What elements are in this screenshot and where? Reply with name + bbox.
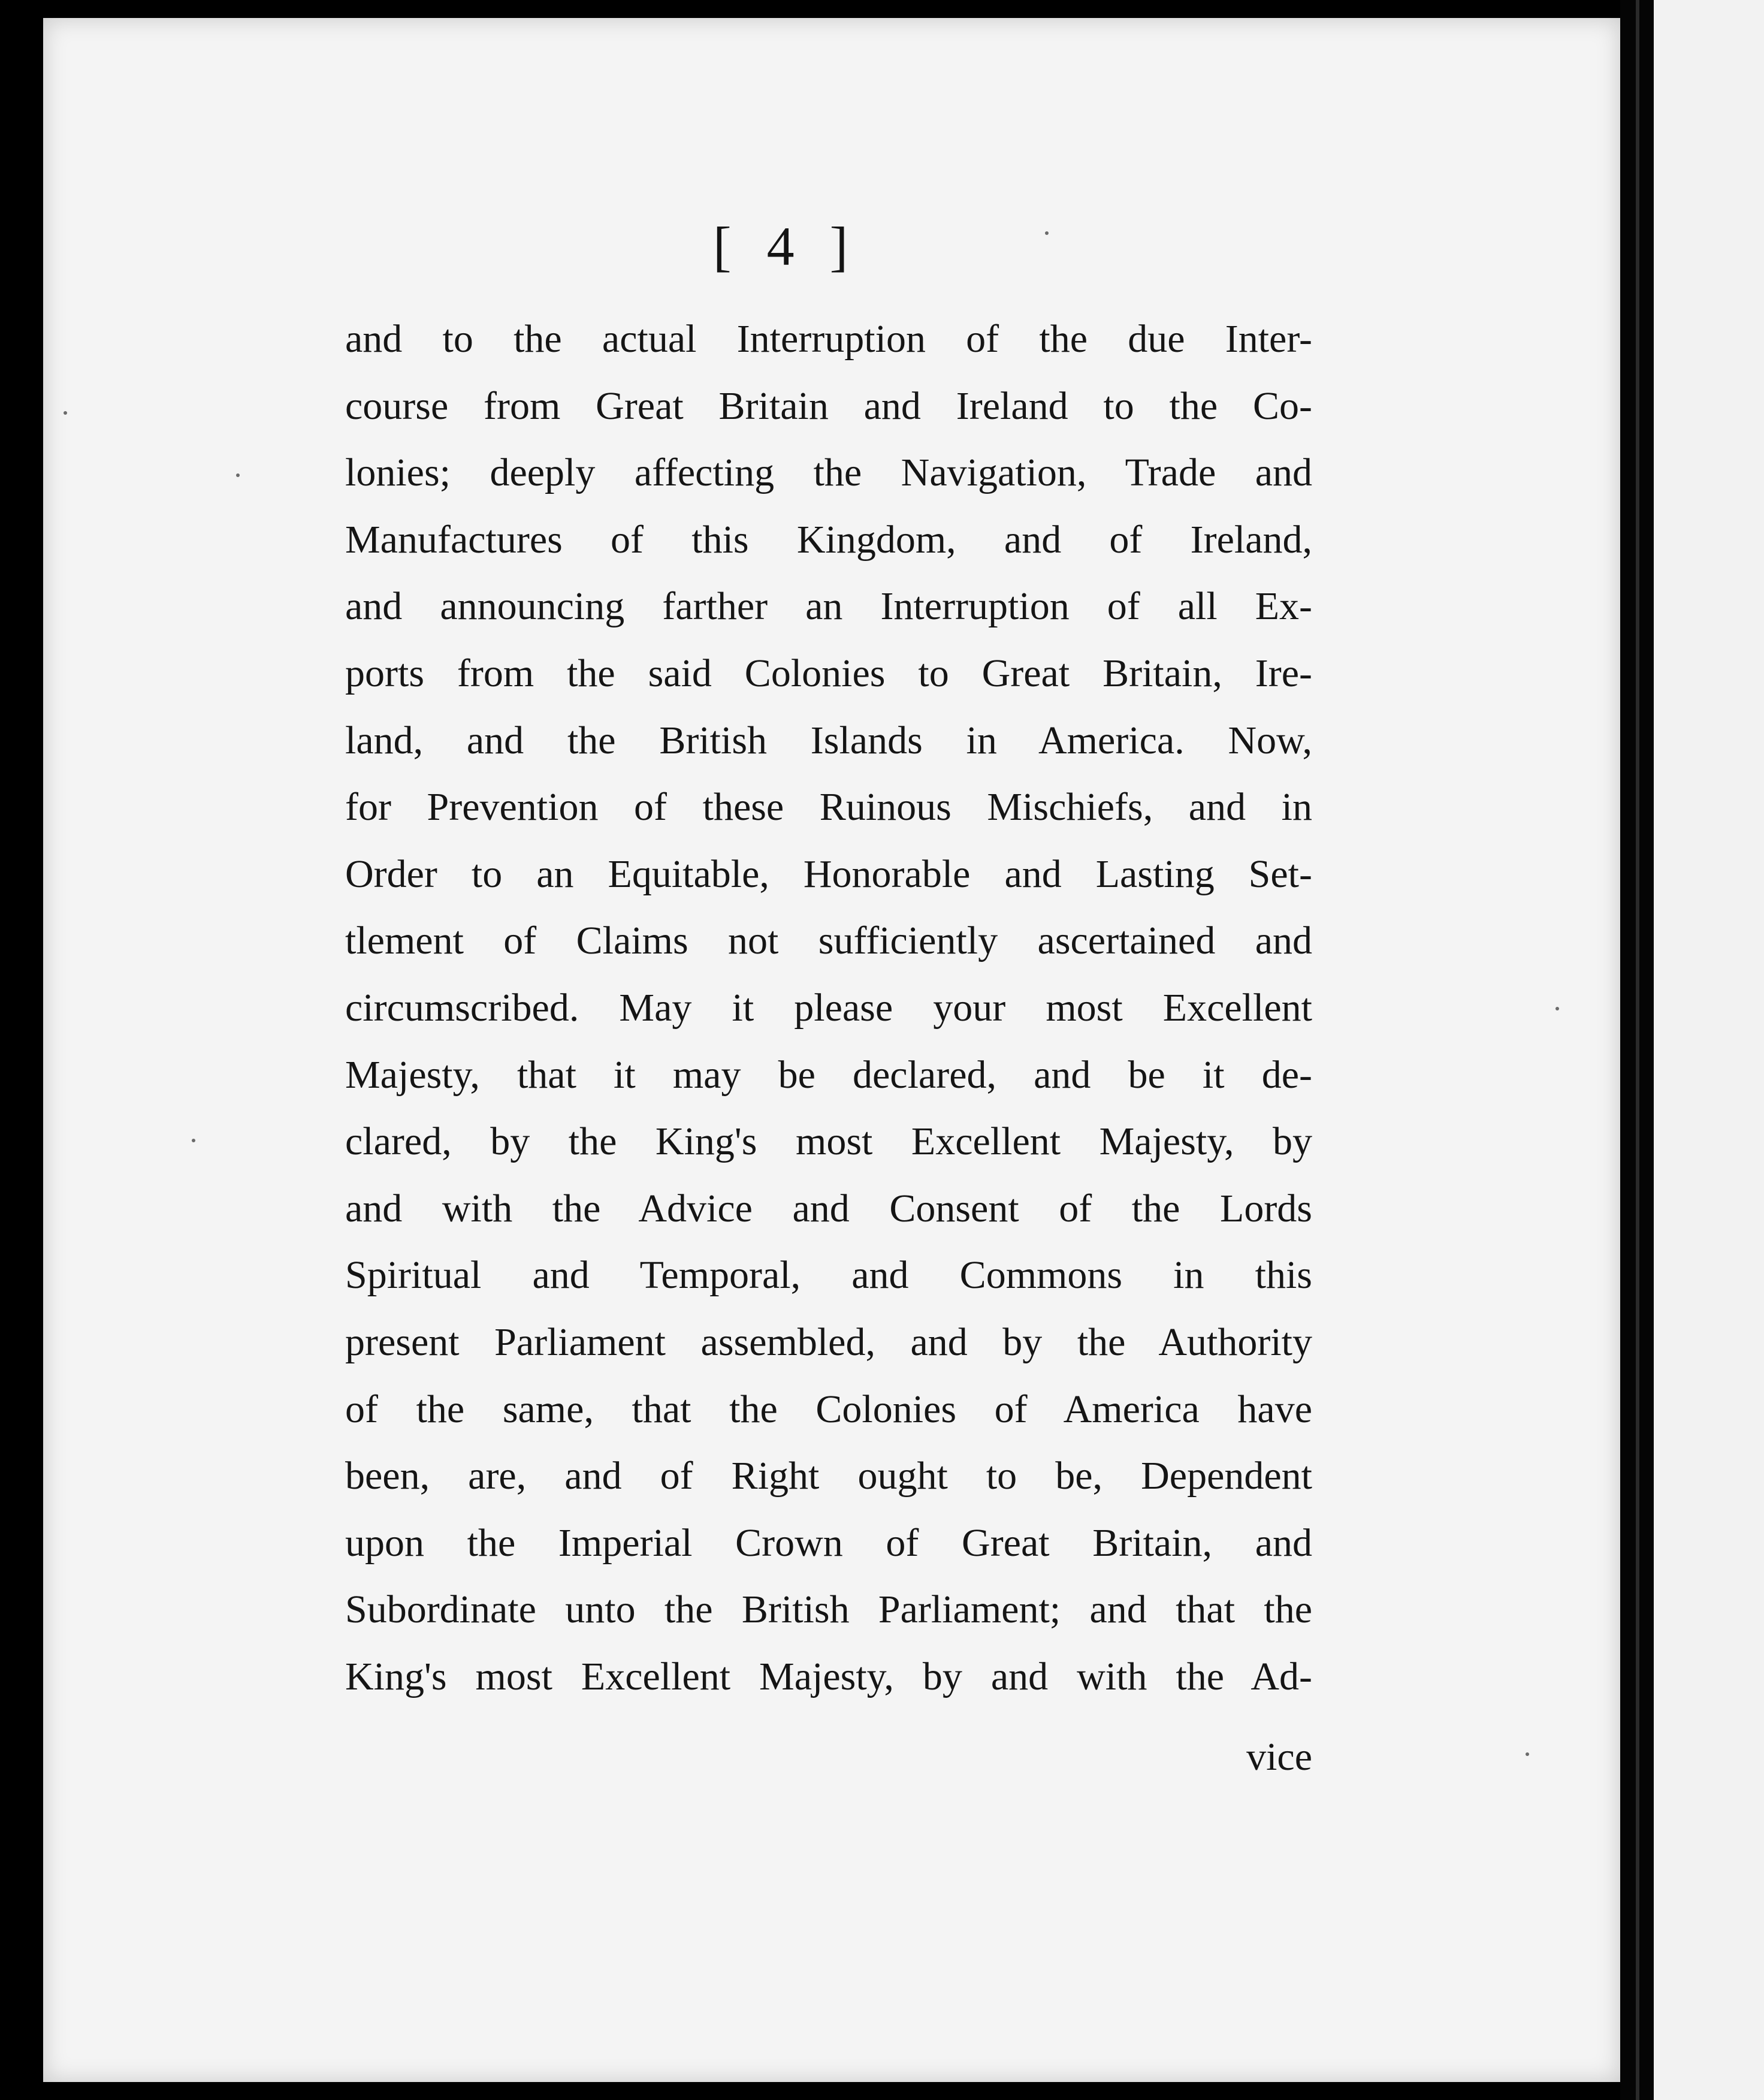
page-edge-line	[1636, 0, 1639, 2100]
text-line: Order to an Equitable, Honorable and Lasting Set-	[345, 852, 1312, 896]
text-line: circumscribed. May it please your most Excellent	[345, 985, 1312, 1030]
text-line: of the same, that the Colonies of America have	[345, 1387, 1312, 1431]
scan-speck	[192, 1139, 195, 1142]
text-line: Majesty, that it may be declared, and be it de-	[345, 1052, 1312, 1097]
text-line: land, and the British Islands in America. Now,	[345, 718, 1312, 762]
text-line: been, are, and of Right ought to be, Dependent	[345, 1454, 1312, 1498]
text-line: and announcing farther an Interruption of all Ex-	[345, 584, 1312, 629]
scan-speck	[1045, 231, 1049, 235]
text-line: lonies; deeply affecting the Navigation, Trade and	[345, 451, 1312, 495]
text-line: clared, by the King's most Excellent Majesty, by	[345, 1120, 1312, 1164]
text-line: present Parliament assembled, and by the Authority	[345, 1320, 1312, 1364]
catchword: vice	[1246, 1735, 1312, 1779]
adjacent-page-edge	[1654, 0, 1764, 2100]
text-line: Manufactures of this Kingdom, and of Ireland,	[345, 517, 1312, 562]
text-line: course from Great Britain and Ireland to the Co-	[345, 384, 1312, 428]
scan-speck	[64, 411, 67, 415]
text-line: and with the Advice and Consent of the Lords	[345, 1186, 1312, 1230]
text-line: Spiritual and Temporal, and Commons in this	[345, 1253, 1312, 1298]
text-line: Subordinate unto the British Parliament; and that the	[345, 1588, 1312, 1632]
text-line: King's most Excellent Majesty, by and with the Ad-	[345, 1654, 1312, 1698]
body-text	[345, 306, 1312, 1710]
text-line: tlement of Claims not sufficiently ascertained and	[345, 919, 1312, 963]
text-line: and to the actual Interruption of the due Inter-	[345, 317, 1312, 361]
scan-speck	[1555, 1007, 1559, 1010]
text-line: upon the Imperial Crown of Great Britain, and	[345, 1520, 1312, 1565]
text-line: for Prevention of these Ruinous Mischiefs, and in	[345, 785, 1312, 829]
page-number: [ 4 ]	[713, 216, 859, 277]
scan-speck	[1526, 1752, 1529, 1756]
scan-speck	[236, 473, 240, 477]
text-line: ports from the said Colonies to Great Britain, Ire-	[345, 651, 1312, 695]
